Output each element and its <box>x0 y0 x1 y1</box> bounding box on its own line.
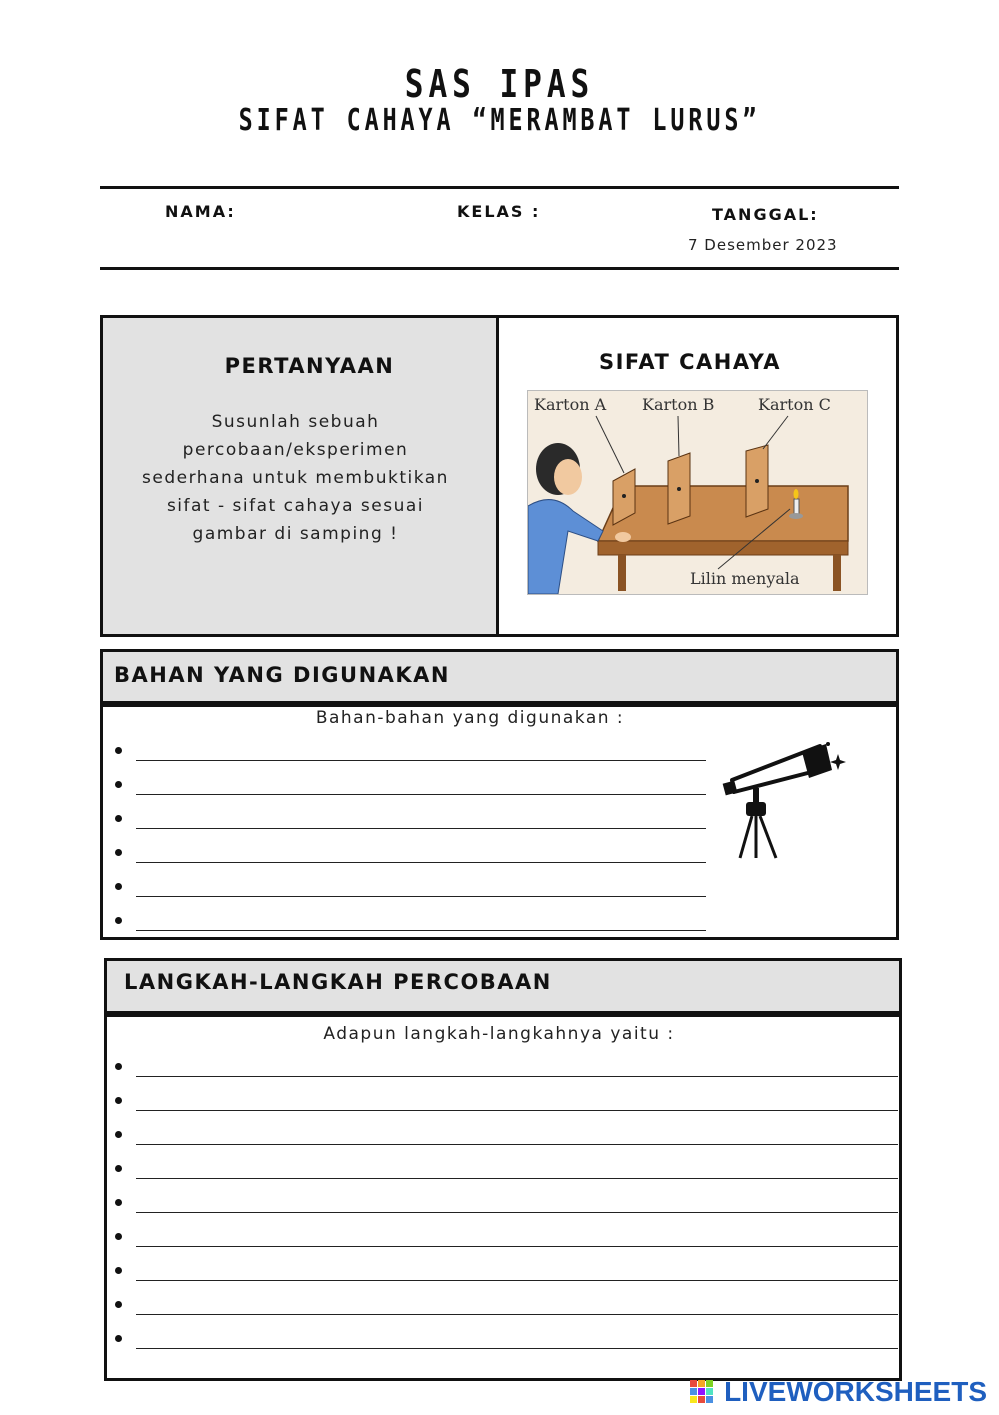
bahan-bullet <box>115 917 122 924</box>
bahan-answer-line[interactable] <box>136 862 706 863</box>
langkah-answer-line[interactable] <box>136 1246 898 1247</box>
langkah-answer-line[interactable] <box>136 1076 898 1077</box>
telescope-icon <box>722 740 852 865</box>
langkah-answer-line[interactable] <box>136 1348 898 1349</box>
langkah-bullet <box>115 1097 122 1104</box>
langkah-title: LANGKAH-LANGKAH PERCOBAAN <box>124 970 552 994</box>
langkah-bullet <box>115 1335 122 1342</box>
langkah-bullet <box>115 1165 122 1172</box>
langkah-bullet <box>115 1063 122 1070</box>
pertanyaan-line: sifat - sifat cahaya sesuai <box>166 496 425 516</box>
sifat-cahaya-title: SIFAT CAHAYA <box>598 350 782 374</box>
langkah-answer-line[interactable] <box>136 1280 898 1281</box>
tanggal-label: TANGGAL: <box>712 205 819 224</box>
bahan-intro: Bahan-bahan yang digunakan : <box>315 708 625 728</box>
langkah-answer-line[interactable] <box>136 1314 898 1315</box>
pertanyaan-text <box>103 408 488 548</box>
bahan-answer-line[interactable] <box>136 760 706 761</box>
langkah-answer-line[interactable] <box>136 1212 898 1213</box>
liveworksheets-logo-icon <box>690 1380 714 1404</box>
langkah-answer-line[interactable] <box>136 1144 898 1145</box>
langkah-answer-line[interactable] <box>136 1178 898 1179</box>
langkah-body <box>104 1014 902 1381</box>
bahan-bullet <box>115 815 122 822</box>
pertanyaan-line: Susunlah sebuah <box>211 412 380 432</box>
bahan-bullet <box>115 747 122 754</box>
bahan-title: BAHAN YANG DIGUNAKAN <box>114 663 451 687</box>
lilin-label: Lilin menyala <box>690 569 800 588</box>
bahan-bullet <box>115 849 122 856</box>
bahan-answer-line[interactable] <box>136 930 706 931</box>
experiment-drawing <box>528 391 867 594</box>
bahan-bullet <box>115 781 122 788</box>
langkah-answer-line[interactable] <box>136 1110 898 1111</box>
bahan-answer-line[interactable] <box>136 794 706 795</box>
worksheet-title: SAS IPAS <box>404 62 595 106</box>
langkah-bullet <box>115 1267 122 1274</box>
worksheet-subtitle: SIFAT CAHAYA “MERAMBAT LURUS” <box>238 103 761 138</box>
tanggal-value: 7 Desember 2023 <box>688 236 838 254</box>
langkah-bullet <box>115 1301 122 1308</box>
pertanyaan-line: percobaan/eksperimen <box>182 440 409 460</box>
nama-label: NAMA: <box>165 202 236 221</box>
info-bottom-rule <box>100 267 899 270</box>
kelas-label: KELAS : <box>457 202 541 221</box>
langkah-bullet <box>115 1199 122 1206</box>
karton-b-label: Karton B <box>642 395 715 414</box>
pertanyaan-line: gambar di samping ! <box>192 524 399 544</box>
info-top-rule <box>100 186 899 189</box>
experiment-illustration <box>527 390 868 595</box>
bahan-answer-line[interactable] <box>136 828 706 829</box>
pertanyaan-line: sederhana untuk membuktikan <box>142 468 449 488</box>
langkah-bullet <box>115 1131 122 1138</box>
langkah-intro: Adapun langkah-langkahnya yaitu : <box>323 1024 675 1044</box>
karton-c-label: Karton C <box>758 395 831 414</box>
bahan-bullet <box>115 883 122 890</box>
bahan-answer-line[interactable] <box>136 896 706 897</box>
pertanyaan-title: PERTANYAAN <box>224 354 395 378</box>
karton-a-label: Karton A <box>534 395 607 414</box>
langkah-bullet <box>115 1233 122 1240</box>
liveworksheets-brand: LIVEWORKSHEETS <box>724 1376 987 1407</box>
